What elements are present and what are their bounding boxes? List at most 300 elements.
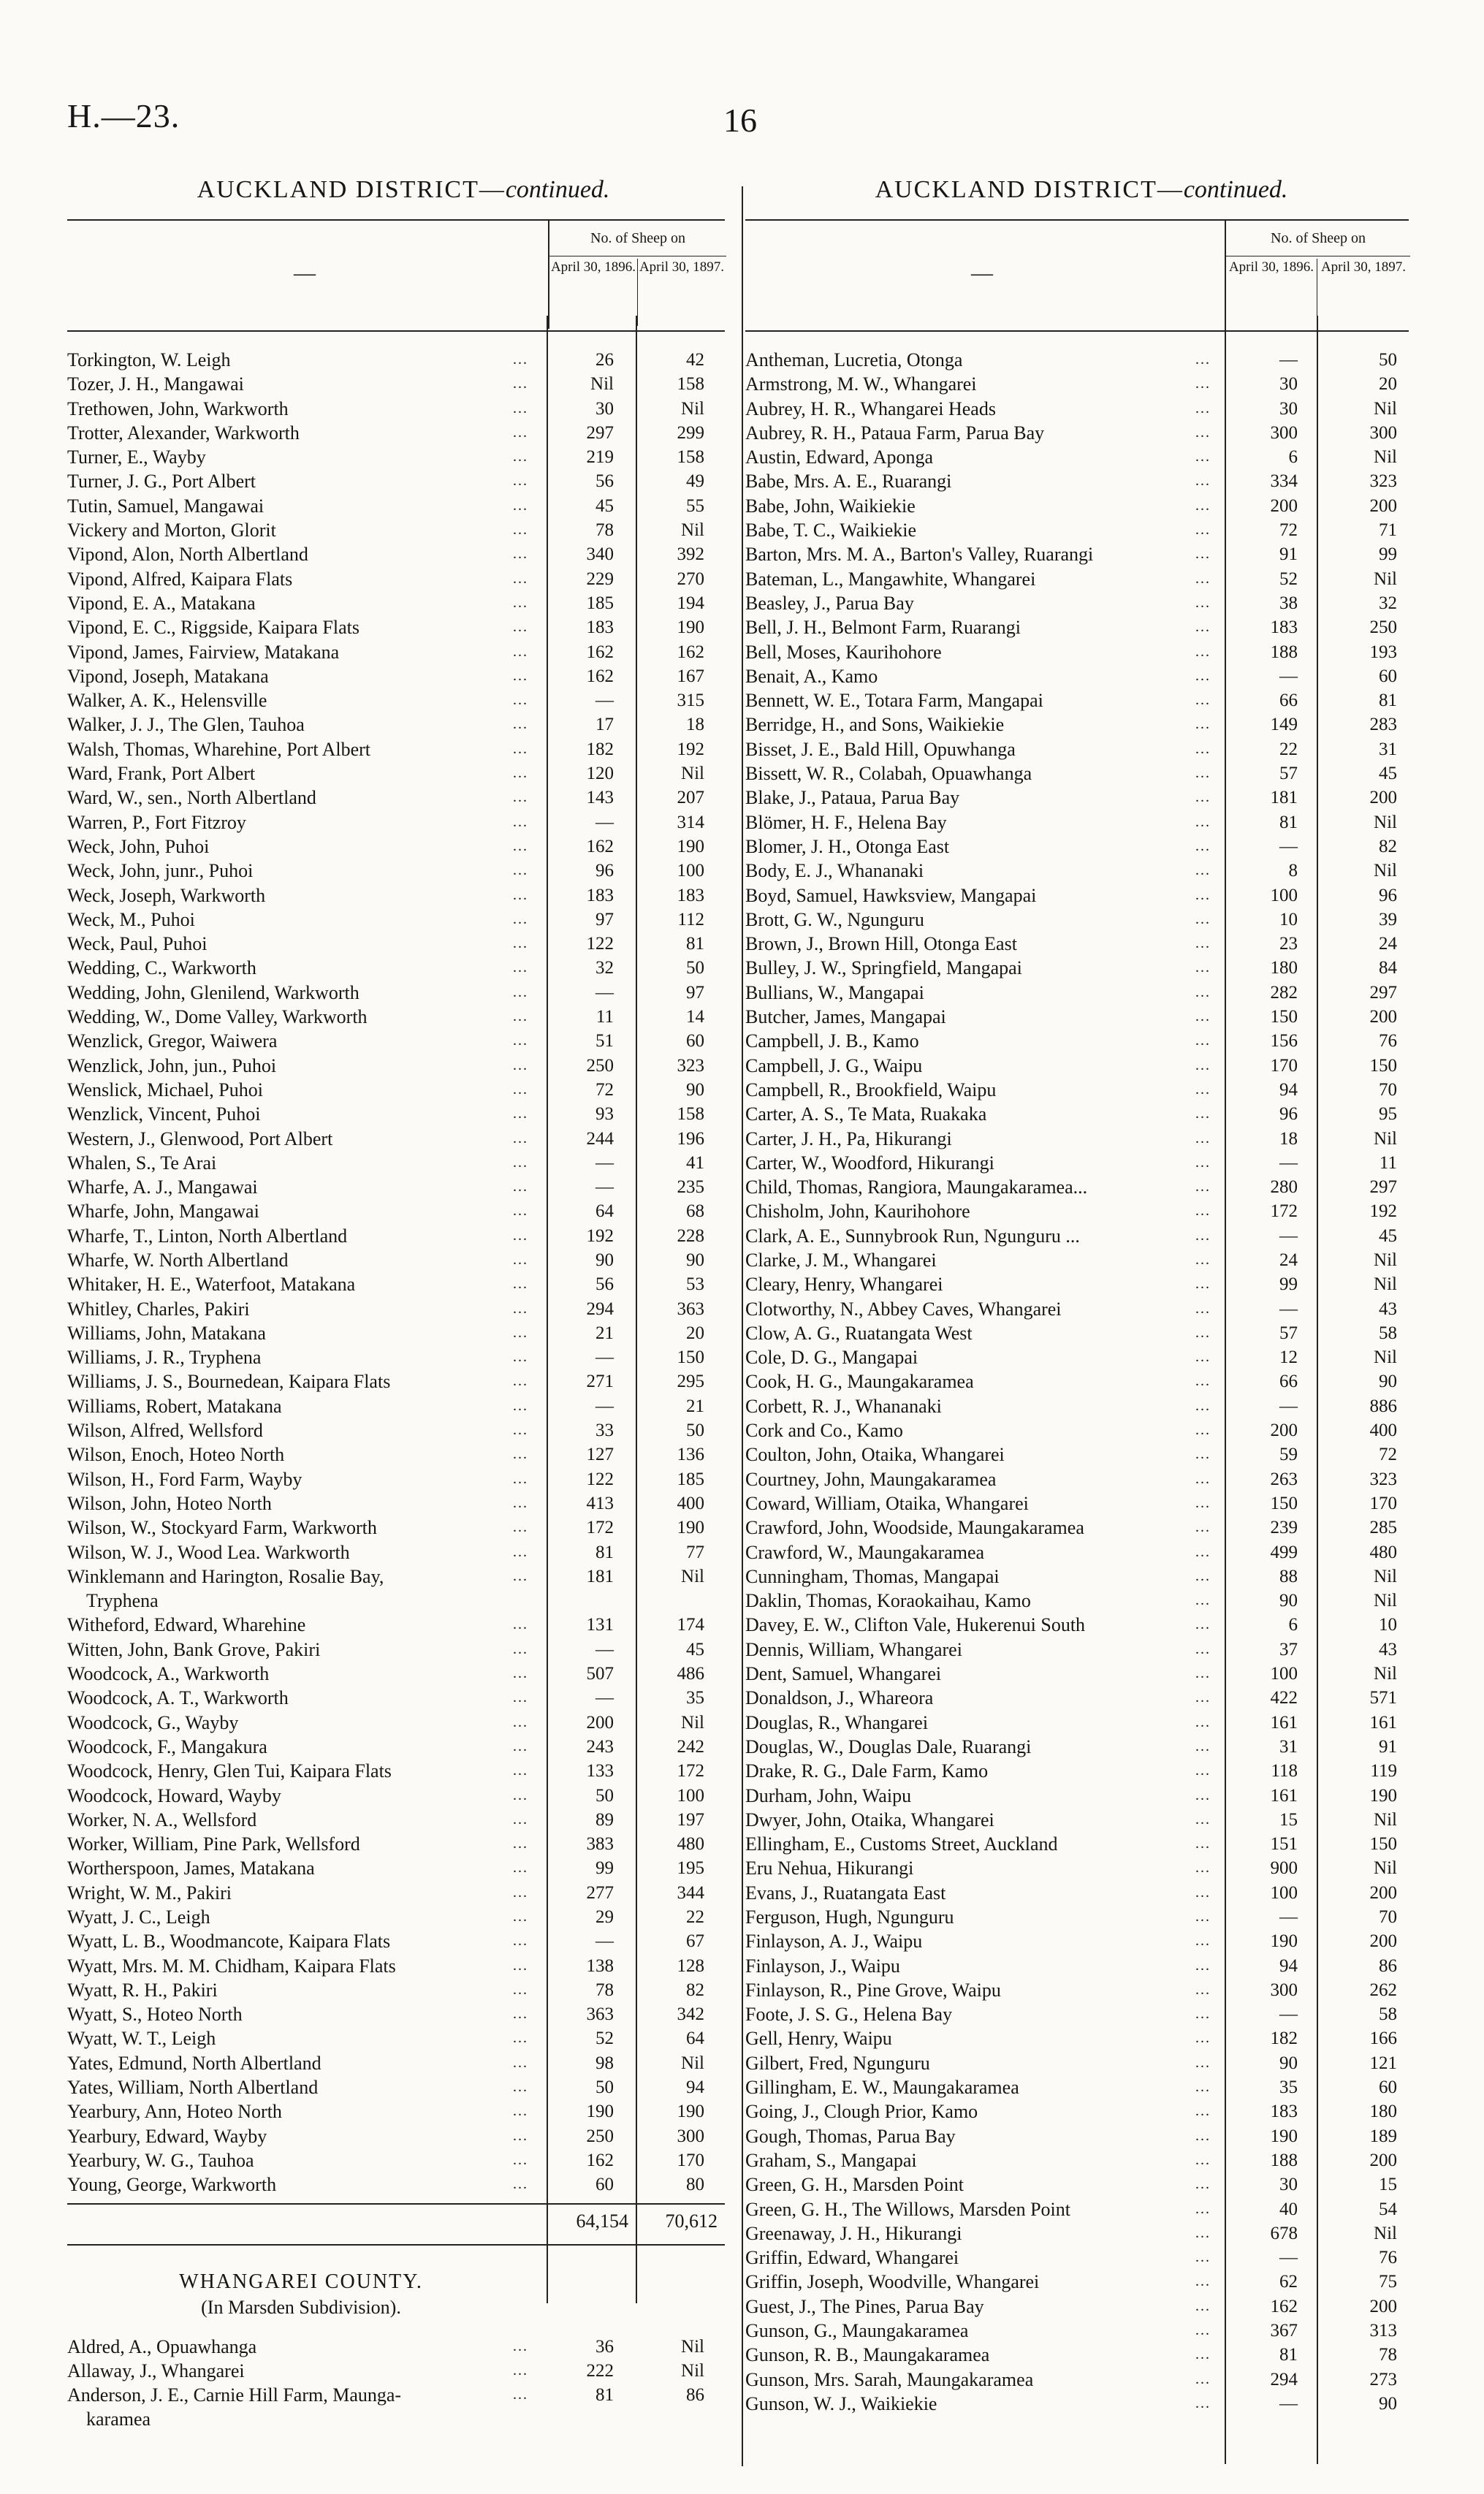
owner-name: Green, G. H., Marsden Point: [745, 2174, 964, 2196]
owner-name: Child, Thomas, Rangiora, Maungakaramea...: [745, 1176, 1088, 1198]
owner-name: Brown, J., Brown Hill, Otonga East: [745, 933, 1017, 955]
leader-dots: ...: [513, 1714, 528, 1730]
owner-name: Foote, J. S. G., Helena Bay: [745, 2004, 953, 2026]
owner-name: Wilson, W. J., Wood Lea. Warkworth: [67, 1541, 350, 1563]
owner-name: Bell, J. H., Belmont Farm, Ruarangi: [745, 617, 1021, 639]
leader-dots: ...: [1195, 1446, 1211, 1463]
leader-dots: ...: [1195, 667, 1211, 684]
owner-name: Tryphena: [86, 1590, 159, 1612]
leader-dots: ...: [513, 1203, 528, 1220]
sheep-count-1896: —: [595, 1396, 614, 1416]
left-table-row: [67, 810, 739, 834]
owner-name: Coulton, John, Otaika, Whangarei: [745, 1444, 1005, 1466]
left-totals-row: [67, 2203, 725, 2246]
sheep-count-1897: 91: [1379, 1736, 1397, 1757]
sheep-count-1896: 678: [1270, 2223, 1298, 2243]
sheep-count-1897: 94: [686, 2077, 704, 2098]
left-table-row: [67, 518, 739, 542]
leader-dots: ...: [513, 2030, 528, 2047]
leader-dots: ...: [513, 1373, 528, 1390]
sheep-count-1897: 49: [686, 471, 704, 492]
sheep-count-1897: 50: [1379, 350, 1397, 370]
leader-dots: ...: [513, 1422, 528, 1439]
leader-dots: ...: [513, 740, 528, 757]
owner-name: Walker, J. J., The Glen, Tauhoa: [67, 714, 305, 736]
left-table-row: [67, 1711, 739, 1735]
leader-dots: ...: [513, 449, 528, 465]
leader-dots: ...: [1195, 1422, 1211, 1439]
sheep-count-1897: Nil: [681, 2360, 704, 2381]
owner-name: Ferguson, Hugh, Ngunguru: [745, 1906, 954, 1928]
left-table-row: [67, 981, 739, 1005]
left-table-row: [67, 786, 739, 810]
owner-name: Body, E. J., Whananaki: [745, 860, 924, 882]
sheep-count-1896: —: [595, 691, 614, 711]
sheep-count-1897: 78: [1379, 2345, 1397, 2365]
sheep-count-1897: Nil: [1374, 1128, 1397, 1149]
left-table-row: [67, 761, 739, 786]
sheep-count-1897: 196: [677, 1128, 704, 1149]
right-table-header: [745, 219, 1409, 332]
sheep-count-1896: 499: [1270, 1542, 1298, 1562]
sheep-count-1897: 300: [677, 2126, 704, 2146]
sheep-count-1897: Nil: [681, 398, 704, 419]
left-column-rule-2: [636, 316, 637, 2303]
owner-name: Vipond, Joseph, Matakana: [67, 665, 269, 687]
owner-name: Benait, A., Kamo: [745, 665, 878, 687]
right-column-rule-2: [1317, 316, 1318, 2464]
owner-name: Bullians, W., Mangapai: [745, 981, 924, 1003]
sheep-count-1896: 118: [1271, 1761, 1298, 1782]
owner-name: Wharfe, John, Mangawai: [67, 1201, 259, 1223]
sheep-count-1897: 480: [677, 1834, 704, 1855]
leader-dots: ...: [1195, 2176, 1211, 2193]
leader-dots: ...: [1195, 837, 1211, 854]
owner-name: Woodcock, A., Warkworth: [67, 1663, 270, 1685]
sheep-count-1897: 67: [686, 1931, 704, 1952]
sheep-count-1896: —: [1279, 2393, 1298, 2414]
sheep-count-1897: 75: [1379, 2272, 1397, 2292]
leader-dots: ...: [1195, 813, 1211, 830]
owner-name: Crawford, W., Maungakaramea: [745, 1541, 985, 1563]
sheep-count-1897: 235: [677, 1177, 704, 1198]
sheep-count-1896: 26: [595, 350, 614, 370]
sheep-count-1897: 100: [677, 1785, 704, 1806]
owner-name: Wyatt, Mrs. M. M. Chidham, Kaipara Flats: [67, 1955, 396, 1977]
sheep-count-1897: 295: [677, 1372, 704, 1392]
sheep-count-1897: 90: [686, 1079, 704, 1100]
sheep-count-1897: Nil: [1374, 447, 1397, 468]
left-sheep-header: [548, 221, 726, 329]
sheep-count-1897: 189: [1369, 2126, 1397, 2146]
leader-dots: ...: [1195, 1373, 1211, 1390]
leader-dots: ...: [1195, 1836, 1211, 1852]
sheep-count-1896: 100: [1270, 1882, 1298, 1903]
leader-dots: ...: [513, 473, 528, 490]
sheep-count-1896: 81: [595, 2385, 614, 2406]
sheep-count-1897: 31: [1379, 739, 1397, 759]
leader-dots: ...: [513, 376, 528, 392]
leader-dots: ...: [513, 1179, 528, 1195]
left-table-row: [67, 859, 739, 883]
sheep-count-1897: 200: [1369, 788, 1397, 808]
left-table-row: [67, 469, 739, 493]
sheep-count-1897: 60: [1379, 666, 1397, 686]
sheep-count-1897: 43: [1379, 1639, 1397, 1660]
sheep-count-1897: 342: [677, 2004, 704, 2025]
left-table-row: [67, 1029, 739, 1053]
sheep-count-1897: 71: [1379, 520, 1397, 541]
owner-name: Daklin, Thomas, Koraokaihau, Kamo: [745, 1590, 1031, 1612]
owner-name: Bisset, J. E., Bald Hill, Opuwhanga: [745, 738, 1016, 760]
owner-name: Blake, J., Pataua, Parua Bay: [745, 787, 960, 809]
leader-dots: ...: [1195, 1957, 1211, 1974]
left-table-row: [67, 1565, 739, 1589]
sheep-count-1896: 88: [1279, 1566, 1298, 1586]
sheep-count-1897: 167: [677, 666, 704, 686]
owner-name: Western, J., Glenwood, Port Albert: [67, 1128, 333, 1149]
sheep-count-1897: 185: [677, 1469, 704, 1489]
sheep-count-1897: 285: [1369, 1518, 1397, 1538]
sheep-count-1896: 81: [1279, 812, 1298, 832]
left-table-row: [67, 2124, 739, 2148]
leader-dots: ...: [1195, 2346, 1211, 2363]
sheep-count-1897: Nil: [681, 1712, 704, 1733]
leader-dots: ...: [1195, 351, 1211, 368]
sheep-count-1896: 181: [586, 1566, 614, 1586]
sheep-count-1896: —: [1279, 1907, 1298, 1927]
leader-dots: ...: [513, 522, 528, 539]
sheep-count-1896: 6: [1288, 1615, 1298, 1635]
left-table-row: [67, 1978, 739, 2002]
owner-name: Ward, Frank, Port Albert: [67, 763, 256, 785]
sheep-count-1897: 76: [1379, 2248, 1397, 2268]
sheep-count-1896: 36: [595, 2336, 614, 2357]
left-table-row: [67, 1638, 739, 1662]
leader-dots: ...: [1195, 765, 1211, 782]
leader-dots: ...: [513, 594, 528, 611]
owner-name: Armstrong, M. W., Whangarei: [745, 373, 977, 395]
owner-name: Wedding, C., Warkworth: [67, 957, 256, 979]
leader-dots: ...: [513, 1081, 528, 1098]
sheep-count-1896: 192: [586, 1225, 614, 1246]
leader-dots: ...: [1195, 2103, 1211, 2120]
sheep-count-1896: 96: [595, 861, 614, 881]
sheep-count-1896: 162: [586, 666, 614, 686]
sheep-count-1896: 229: [586, 569, 614, 589]
leader-dots: ...: [1195, 1763, 1211, 1779]
sheep-count-1896: 90: [595, 1250, 614, 1270]
sheep-count-1896: 277: [586, 1882, 614, 1903]
sheep-count-1896: 161: [1270, 1785, 1298, 1806]
left-table-row: [67, 1491, 739, 1516]
owner-name: Butcher, James, Mangapai: [745, 1006, 946, 1028]
sheep-count-1897: 42: [686, 350, 704, 370]
owner-name: Williams, J. S., Bournedean, Kaipara Flats: [67, 1371, 391, 1393]
sheep-count-1896: 363: [586, 2004, 614, 2025]
sheep-count-1896: 300: [1270, 422, 1298, 443]
sheep-count-1896: 57: [1279, 764, 1298, 784]
owner-name: Wilson, H., Ford Farm, Wayby: [67, 1468, 302, 1490]
leader-dots: ...: [513, 2127, 528, 2144]
sheep-count-1897: Nil: [1374, 1347, 1397, 1368]
leader-dots: ...: [1195, 1130, 1211, 1147]
leader-dots: ...: [1195, 1860, 1211, 1877]
sheep-count-1897: Nil: [681, 764, 704, 784]
left-table-row: [67, 1881, 739, 1905]
sheep-count-1896: 56: [595, 1274, 614, 1295]
owner-name: Bell, Moses, Kaurihohore: [745, 641, 942, 663]
owner-name: Wharfe, W. North Albertland: [67, 1249, 289, 1271]
owner-name: Walker, A. K., Helensville: [67, 690, 267, 712]
left-table-row: [67, 1369, 739, 1394]
sheep-count-1897: 90: [1379, 1372, 1397, 1392]
owner-name: Guest, J., The Pines, Parua Bay: [745, 2295, 984, 2317]
sheep-count-1896: 30: [1279, 398, 1298, 419]
leader-dots: ...: [1195, 1300, 1211, 1317]
sheep-count-1896: 507: [586, 1664, 614, 1684]
sheep-count-1896: 190: [586, 2102, 614, 2122]
sheep-count-1896: 271: [586, 1372, 614, 1392]
right-name-header: —: [971, 261, 993, 285]
leader-dots: ...: [513, 1763, 528, 1779]
sheep-count-1896: 413: [586, 1493, 614, 1513]
sheep-count-1897: 97: [686, 982, 704, 1003]
sheep-count-1896: 162: [1270, 2296, 1298, 2316]
left-table-row: [67, 2002, 739, 2026]
sheep-count-1897: 18: [686, 715, 704, 735]
left-table-row: [67, 1516, 739, 1540]
leader-dots: ...: [513, 789, 528, 806]
owner-name: Aubrey, R. H., Pataua Farm, Parua Bay: [745, 422, 1045, 444]
document-reference: H.—23.: [67, 97, 180, 134]
sheep-count-1896: 172: [1270, 1201, 1298, 1222]
leader-dots: ...: [513, 1836, 528, 1852]
sheep-count-1896: 33: [595, 1421, 614, 1441]
sheep-count-1897: 70: [1379, 1907, 1397, 1927]
sheep-count-1897: 315: [677, 691, 704, 711]
leader-dots: ...: [513, 1543, 528, 1560]
sheep-count-1896: —: [1279, 1396, 1298, 1416]
leader-dots: ...: [1195, 2322, 1211, 2339]
sheep-count-1897: 95: [1379, 1104, 1397, 1125]
left-table-row: [67, 1394, 739, 1418]
leader-dots: ...: [1195, 1179, 1211, 1195]
left-table-row: [67, 1127, 739, 1151]
sheep-count-1896: 243: [586, 1736, 614, 1757]
sheep-count-1896: 100: [1270, 1664, 1298, 1684]
owner-name: Bateman, L., Mangawhite, Whangarei: [745, 568, 1036, 590]
county-table-row: [67, 2359, 739, 2383]
sheep-count-1896: 190: [1270, 1931, 1298, 1952]
sheep-count-1897: 172: [677, 1761, 704, 1782]
sheep-count-1896: 90: [1279, 2053, 1298, 2073]
sheep-count-1897: Nil: [1374, 861, 1397, 881]
sheep-count-1896: 98: [595, 2053, 614, 2073]
right-year-1896-header: April 30, 1896.: [1226, 259, 1317, 326]
sheep-count-1896: —: [1279, 1152, 1298, 1173]
left-table-row: [67, 664, 739, 688]
owner-name: Going, J., Clough Prior, Kamo: [745, 2101, 978, 2123]
sheep-count-1896: 21: [595, 1323, 614, 1343]
sheep-count-1897: 194: [677, 593, 704, 613]
sheep-count-1897: 39: [1379, 909, 1397, 929]
sheep-count-1896: —: [1279, 2004, 1298, 2025]
leader-dots: ...: [513, 1397, 528, 1414]
owner-name: Wilson, Alfred, Wellsford: [67, 1420, 263, 1442]
sheep-count-1897: 344: [677, 1882, 704, 1903]
sheep-count-1897: 10: [1379, 1615, 1397, 1635]
left-name-header: —: [294, 261, 316, 285]
sheep-count-1896: 219: [586, 447, 614, 468]
sheep-count-1897: 193: [1369, 642, 1397, 662]
sheep-count-1897: 20: [1379, 374, 1397, 395]
sheep-count-1897: 192: [677, 739, 704, 759]
sheep-count-1896: 100: [1270, 885, 1298, 905]
sheep-count-1897: 20: [686, 1323, 704, 1343]
left-table-row: [67, 1418, 739, 1442]
sheep-count-1897: 86: [1379, 1955, 1397, 1976]
leader-dots: ...: [1195, 2054, 1211, 2071]
leader-dots: ...: [513, 1811, 528, 1828]
sheep-count-1896: 156: [1270, 1031, 1298, 1052]
sheep-count-1896: 72: [595, 1079, 614, 1100]
sheep-count-1896: —: [1279, 350, 1298, 370]
sheep-count-1896: 50: [595, 1785, 614, 1806]
sheep-count-1897: 207: [677, 788, 704, 808]
leader-dots: ...: [1195, 1567, 1211, 1584]
leader-dots: ...: [513, 862, 528, 879]
left-table-row: [67, 615, 739, 639]
left-table-row: [67, 372, 739, 396]
owner-name: Wilson, Enoch, Hoteo North: [67, 1444, 285, 1466]
left-table-row: [67, 567, 739, 591]
owner-name: Allaway, J., Whangarei: [67, 2360, 245, 2381]
sheep-count-1896: 62: [1279, 2272, 1298, 2292]
left-table-row: [67, 1905, 739, 1929]
sheep-count-1896: 60: [595, 2175, 614, 2195]
sheep-count-1896: 297: [586, 422, 614, 443]
owner-name: Wharfe, T., Linton, North Albertland: [67, 1225, 348, 1247]
left-table-row: [67, 1540, 739, 1565]
leader-dots: ...: [1195, 886, 1211, 903]
sheep-count-1896: 250: [586, 2126, 614, 2146]
sheep-count-1896: 149: [1270, 715, 1298, 735]
sheep-count-1896: 300: [1270, 1980, 1298, 2000]
left-year-1896-header: April 30, 1896.: [549, 259, 638, 326]
owner-name: Carter, W., Woodford, Hikurangi: [745, 1152, 994, 1174]
sheep-count-1896: —: [595, 1688, 614, 1708]
owner-name: Babe, T. C., Waikiekie: [745, 520, 917, 541]
leader-dots: ...: [1195, 2079, 1211, 2096]
sheep-count-1896: 122: [586, 934, 614, 954]
owner-name: Woodcock, Howard, Wayby: [67, 1784, 281, 1806]
owner-name: Walsh, Thomas, Wharehine, Port Albert: [67, 738, 371, 760]
sheep-count-1896: —: [1279, 836, 1298, 856]
leader-dots: ...: [1195, 2151, 1211, 2168]
owner-name: Ellingham, E., Customs Street, Auckland: [745, 1833, 1058, 1855]
leader-dots: ...: [1195, 692, 1211, 709]
owner-name: Cook, H. G., Maungakaramea: [745, 1371, 974, 1393]
leader-dots: ...: [513, 546, 528, 563]
leader-dots: ...: [513, 1033, 528, 1049]
sheep-count-1896: 188: [1270, 642, 1298, 662]
owner-name: Finlayson, J., Waipu: [745, 1955, 900, 1977]
sheep-count-1896: 263: [1270, 1469, 1298, 1489]
sheep-count-1897: 81: [686, 934, 704, 954]
owner-name: Wortherspoon, James, Matakana: [67, 1858, 315, 1879]
sheep-count-1896: 72: [1279, 520, 1298, 541]
leader-dots: ...: [513, 2338, 528, 2354]
sheep-count-1897: 150: [677, 1347, 704, 1368]
leader-dots: ...: [513, 2151, 528, 2168]
sheep-count-1897: 283: [1369, 715, 1397, 735]
left-table-row: [67, 1102, 739, 1126]
sheep-count-1896: 51: [595, 1031, 614, 1052]
leader-dots: ...: [1195, 643, 1211, 660]
owner-name: Campbell, J. G., Waipu: [745, 1054, 923, 1076]
leader-dots: ...: [1195, 1811, 1211, 1828]
owner-name: Wenzlick, Vincent, Puhoi: [67, 1103, 261, 1125]
sheep-count-1897: 119: [1370, 1761, 1397, 1782]
sheep-count-1896: 280: [1270, 1177, 1298, 1198]
owner-name: Vipond, James, Fairview, Matakana: [67, 641, 340, 663]
owner-name: Blomer, J. H., Otonga East: [745, 835, 950, 857]
leader-dots: ...: [513, 1738, 528, 1754]
sheep-count-1896: 185: [586, 593, 614, 613]
sheep-count-1896: 172: [586, 1518, 614, 1538]
sheep-count-1897: 90: [686, 1250, 704, 1270]
left-table-row: [67, 1735, 739, 1759]
sheep-count-1896: 188: [1270, 2150, 1298, 2170]
sheep-count-1897: 323: [1369, 1469, 1397, 1489]
owner-name: Barton, Mrs. M. A., Barton's Valley, Ruarangi: [745, 544, 1094, 566]
leader-dots: ...: [1195, 984, 1211, 1000]
sheep-count-1896: 10: [1279, 909, 1298, 929]
leader-dots: ...: [1195, 497, 1211, 514]
sheep-count-1896: 91: [1279, 544, 1298, 565]
county-table-row: [67, 2407, 739, 2431]
sheep-count-1896: 64: [595, 1201, 614, 1222]
owner-name: Wedding, W., Dome Valley, Warkworth: [67, 1006, 368, 1028]
sheep-count-1897: 81: [1379, 691, 1397, 711]
sheep-count-1897: 299: [677, 422, 704, 443]
leader-dots: ...: [513, 667, 528, 684]
owner-name: Babe, John, Waikiekie: [745, 495, 916, 517]
sheep-count-1897: 158: [677, 1104, 704, 1125]
right-sheep-header-title: No. of Sheep on: [1226, 221, 1410, 256]
left-table-row: [67, 1345, 739, 1369]
sheep-count-1897: Nil: [1374, 2223, 1397, 2243]
sheep-count-1897: 480: [1369, 1542, 1397, 1562]
owner-name: Williams, Robert, Matakana: [67, 1395, 282, 1417]
sheep-count-1897: Nil: [681, 2336, 704, 2357]
sheep-count-1897: 90: [1379, 2393, 1397, 2414]
sheep-count-1897: 200: [1369, 2150, 1397, 2170]
sheep-count-1896: 11: [595, 1007, 614, 1027]
leader-dots: ...: [1195, 1494, 1211, 1511]
sheep-count-1896: 29: [595, 1907, 614, 1927]
owner-name: Antheman, Lucretia, Otonga: [745, 349, 963, 370]
left-table-row: [67, 640, 739, 664]
county-table-body: [67, 2335, 739, 2432]
sheep-count-1897: 200: [1369, 1882, 1397, 1903]
sheep-count-1897: 58: [1379, 2004, 1397, 2025]
sheep-count-1897: 55: [686, 495, 704, 516]
sheep-count-1896: 45: [595, 495, 614, 516]
sheep-count-1897: Nil: [1374, 1591, 1397, 1611]
owner-name: Aubrey, H. R., Whangarei Heads: [745, 398, 996, 419]
